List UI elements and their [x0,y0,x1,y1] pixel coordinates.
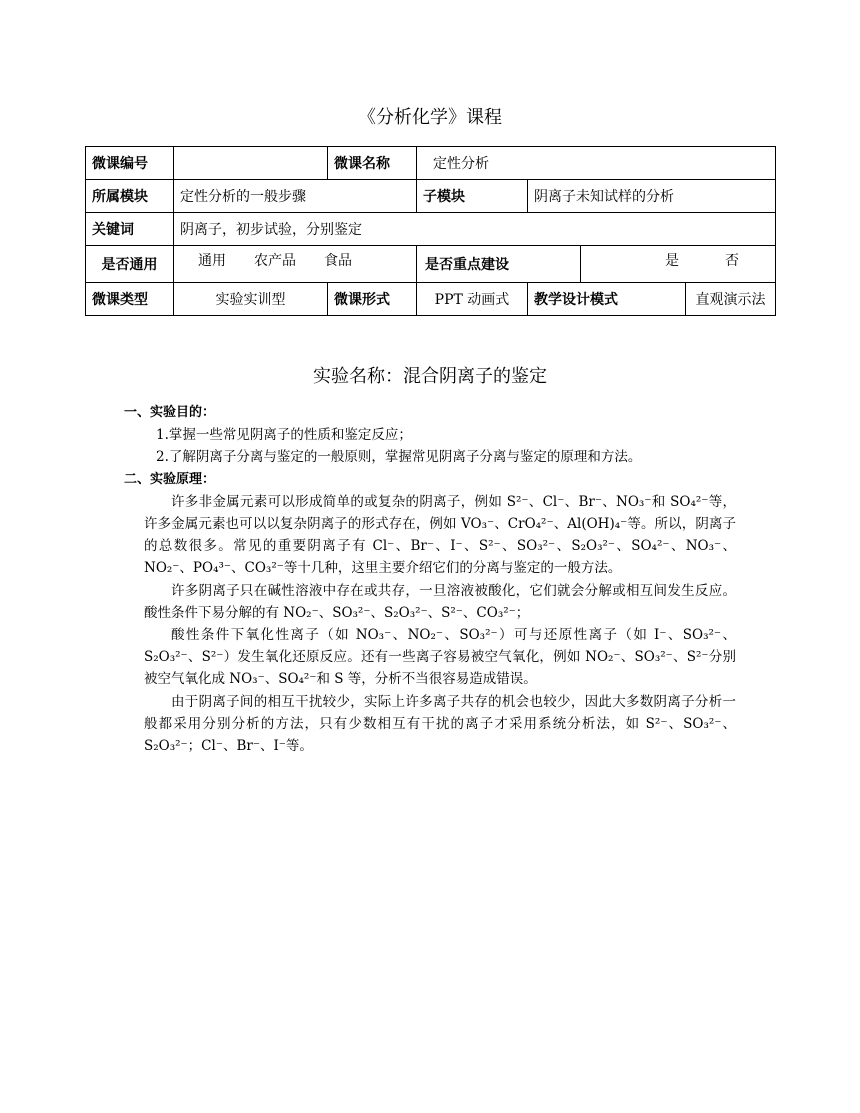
keywords-value: 阴离子，初步试验，分别鉴定 [174,213,776,246]
lesson-id-label: 微课编号 [86,147,174,180]
submodule-label: 子模块 [417,180,528,213]
lesson-name-label: 微课名称 [328,147,417,180]
option-no: 否 [725,253,739,269]
table-row [86,283,776,316]
lesson-type-label: 微课类型 [86,283,174,316]
paragraph: 由于阴离子间的相互干扰较少，实际上许多离子共存的机会也较少，因此大多数阴离子分析一般都采用分别分析的方法，只有少数相互有干扰的离子才采用系统分析法，如 S²⁻、SO₃²⁻、S₂O₃²⁻；Cl⁻、Br⁻、I⁻等。 [144,693,736,755]
paragraph: 许多阴离子只在碱性溶液中存在或共存，一旦溶液被酸化，它们就会分解或相互间发生反应。酸性条件下易分解的有 NO₂⁻、SO₃²⁻、S₂O₃²⁻、S²⁻、CO₃²⁻； [144,582,736,621]
paragraph: 酸性条件下氧化性离子（如 NO₃⁻、NO₂⁻、SO₃²⁻）可与还原性离子（如 I⁻、SO₃²⁻、S₂O₃²⁻、S²⁻）发生氧化还原反应。还有一些离子容易被空气氧化，例如 NO₂⁻、SO₃²⁻、S²⁻分别被空气氧化成 NO₃⁻、SO₄²⁻和 S 等，分析不当很容易造成错误。 [144,627,736,688]
lesson-id-value [174,147,328,180]
design-mode-label: 教学设计模式 [528,283,686,316]
module-label: 所属模块 [86,180,174,213]
lesson-type-value: 实验实训型 [174,283,328,316]
option-yes: 是 [665,253,679,269]
table-row [86,180,776,213]
table-row [86,147,776,180]
module-value: 定性分析的一般步骤 [174,180,417,213]
experiment-content [124,402,736,757]
option-agri: 农产品 [254,253,296,269]
list-item: 1.掌握一些常见阴离子的性质和鉴定反应； [156,427,412,444]
option-food: 食品 [324,253,352,269]
lesson-form-label: 微课形式 [328,283,417,316]
submodule-value: 阴离子未知试样的分析 [528,180,776,213]
paragraph: 许多非金属元素可以形成简单的或复杂的阴离子，例如 S²⁻、Cl⁻、Br⁻、NO₃⁻和 SO₄²⁻等，许多金属元素也可以以复杂阴离子的形式存在，例如 VO₃⁻、CrO₄²⁻、Al(OH)₄⁻等。所以，阴离子的总数很多。常见的重要阴离子有 Cl⁻、Br⁻、I⁻、S²⁻、SO₃²⁻、S₂O₃²⁻、SO₄²⁻、NO₃⁻、NO₂⁻、PO₄³⁻、CO₃²⁻等十几种，这里主要介绍它们的分离与鉴定的一般方法。 [144,493,736,577]
experiment-title: 实验名称：混合阴离子的鉴定 [313,366,547,387]
lesson-name-value: 定性分析 [417,147,776,180]
general-use-options [174,246,417,283]
design-mode-value: 直观演示法 [686,283,776,316]
table-row [86,246,776,283]
list-item: 2.了解阴离子分离与鉴定的一般原则，掌握常见阴离子分离与鉴定的原理和方法。 [156,449,642,466]
key-construction-label: 是否重点建设 [417,246,581,283]
table-row [86,213,776,246]
section-heading: 一、实验目的： [124,405,216,420]
keywords-label: 关键词 [86,213,174,246]
course-info-table [85,146,776,316]
section-heading: 二、实验原理： [124,471,216,487]
lesson-form-value: PPT 动画式 [417,283,528,316]
option-general: 通用 [198,253,226,269]
key-construction-options [581,246,776,283]
general-use-label: 是否通用 [86,246,174,283]
page-title: 《分析化学》课程 [358,107,502,128]
